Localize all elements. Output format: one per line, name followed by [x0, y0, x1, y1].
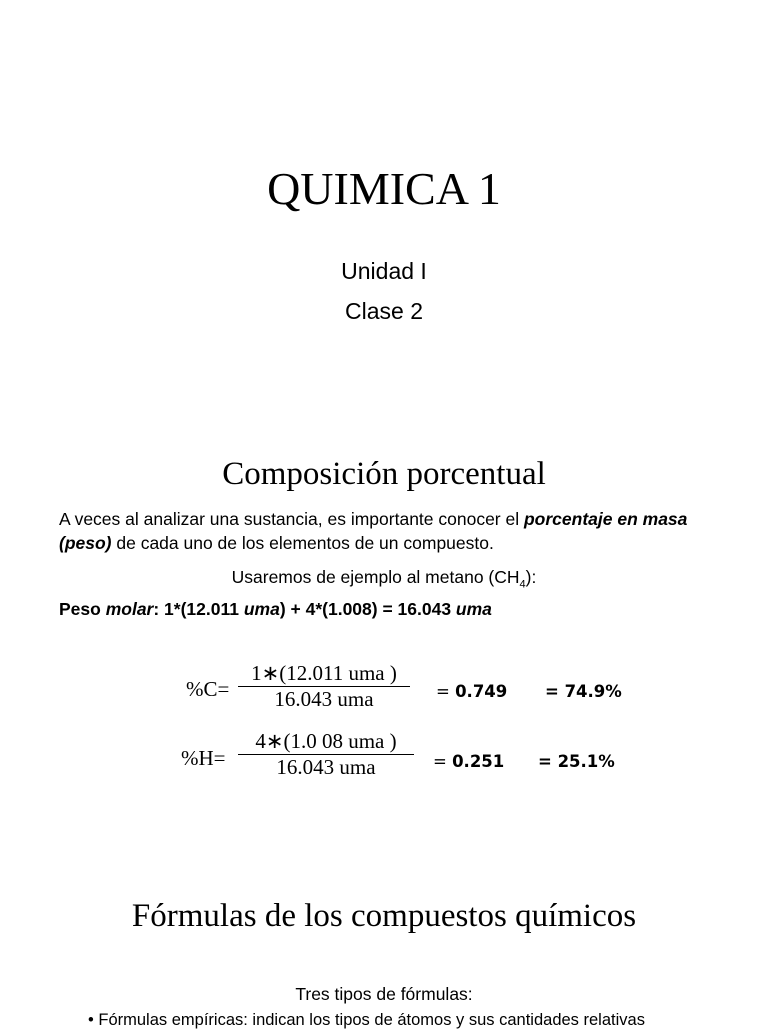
formula-h-eq: =	[433, 752, 453, 771]
formula-c-value: 0.749	[455, 682, 508, 701]
formula-types-subtitle: Tres tipos de fórmulas:	[295, 984, 473, 1004]
formula-h-numerator: 4∗(1.0 08 uma )	[255, 729, 397, 753]
intro-paragraph	[59, 507, 729, 555]
section-title-formulas: Fórmulas de los compuestos químicos	[131, 898, 637, 934]
molar-label-b: molar	[105, 599, 154, 619]
formula-h-value: 0.251	[452, 752, 505, 771]
formula-c-numerator: 1∗(12.011 uma )	[251, 661, 397, 685]
bullet-dot: •	[88, 1011, 99, 1029]
formula-c-lhs: %C=	[186, 677, 230, 701]
example-end: ):	[525, 567, 537, 587]
example-line	[0, 567, 768, 591]
molar-unit-1: uma	[243, 599, 280, 619]
formula-h-fraction	[238, 729, 414, 780]
formula-c-denominator: 16.043 uma	[274, 687, 374, 711]
formula-c-eq: =	[436, 682, 456, 701]
slide-title: QUIMICA 1	[267, 163, 501, 214]
bullet-empirical	[88, 1011, 645, 1030]
formula-h-lhs: %H=	[181, 746, 226, 770]
formula-h-denominator: 16.043 uma	[276, 755, 376, 779]
molar-label-c: : 1*(12.011	[153, 599, 244, 619]
formula-c-percent: = 74.9%	[545, 682, 622, 701]
intro-text-2: de cada uno de los elementos de un compuesto.	[111, 533, 494, 553]
class-label: Clase 2	[345, 298, 423, 324]
section-title-composition: Composición porcentual	[222, 456, 546, 492]
molar-mass-line	[59, 599, 492, 620]
molar-label-a: Peso	[59, 599, 106, 619]
example-text: Usaremos de ejemplo al metano (CH	[231, 567, 520, 587]
formula-h-result	[433, 752, 504, 771]
intro-text-1: A veces al analizar una sustancia, es importante conocer el	[59, 509, 524, 529]
formula-c-fraction	[238, 661, 410, 712]
formula-h-percent: = 25.1%	[538, 752, 615, 771]
intro-emphasis: porcentaje en masa (peso)	[59, 509, 688, 553]
formula-c-result	[436, 682, 507, 701]
example-subscript: 4	[519, 578, 526, 591]
bullet-empirical-text: Fórmulas empíricas: indican los tipos de átomos y sus cantidades relativas	[98, 1011, 645, 1029]
molar-unit-2: uma	[455, 599, 492, 619]
unit-label: Unidad I	[341, 258, 427, 284]
molar-mid: ) + 4*(1.008) = 16.043	[279, 599, 456, 619]
